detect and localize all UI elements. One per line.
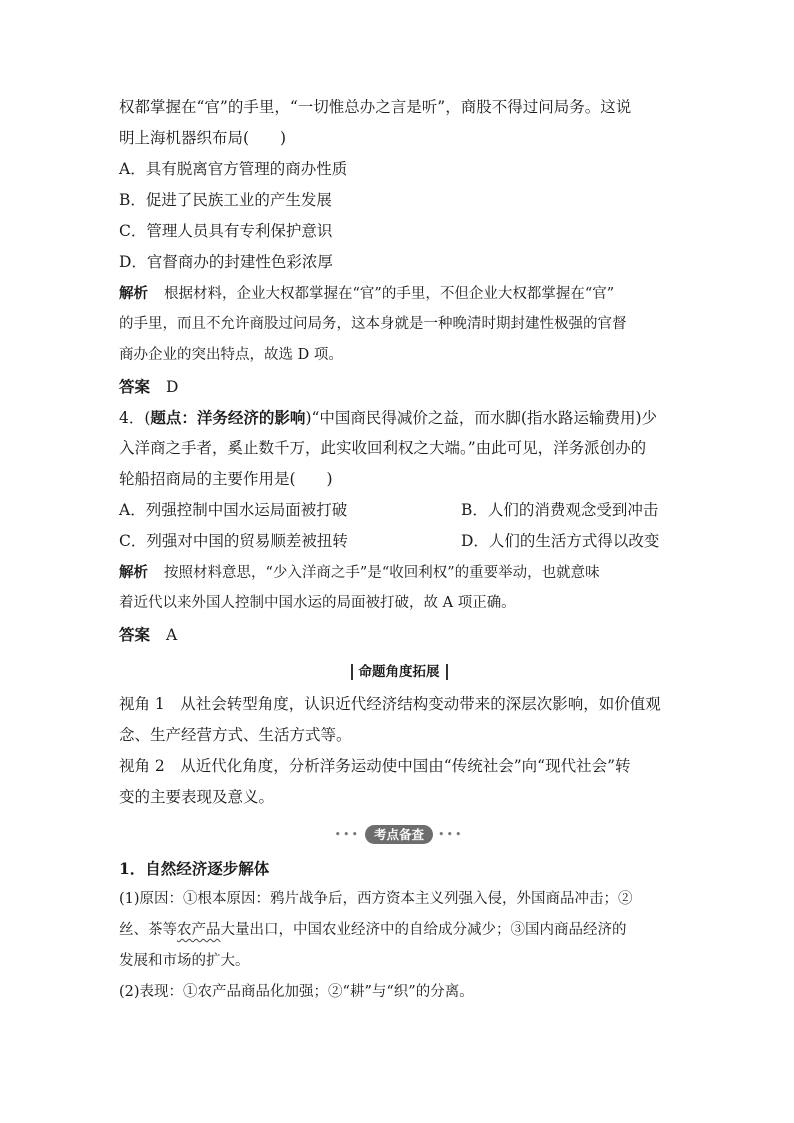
angle-1-line-2: 念、生产经营方式、生活方式等。 <box>119 726 352 744</box>
q3-stem-line-2: 明上海机器织布局( ) <box>119 129 287 147</box>
angle-1-line-1: 视角 1 从社会转型角度，认识近代经济结构变动带来的深层次影响，如价值观 <box>119 695 661 713</box>
review-cause-wavy: 农产品 <box>177 922 221 938</box>
q4-stem-rest: )“中国商民得减价之益，而水脚(指水路运输费用)少 <box>305 409 658 427</box>
review-cause-post: 大量出口，中国农业经济中的自给成分减少；③国内商品经济的 <box>220 922 627 938</box>
q3-option-b: B．促进了民族工业的产生发展 <box>119 191 332 209</box>
q4-stem-line-3: 轮船招商局的主要作用是( ) <box>119 470 333 488</box>
q4-options-row-2 <box>119 526 679 557</box>
review-heading: 1．自然经济逐步解体 <box>119 859 270 878</box>
q4-answer-value: A <box>166 626 178 644</box>
q3-option-a: A．具有脱离官方管理的商办性质 <box>119 160 348 178</box>
q4-topic: 题点：洋务经济的影响 <box>150 408 306 427</box>
q3-analysis-line-2: 的手里，而且不允许商股过问局务，这本身就是一种晚清时期封建性极强的官督 <box>119 316 627 332</box>
q4-option-d: D．人们的生活方式得以改变 <box>461 532 660 550</box>
q4-options-row-1 <box>119 495 679 526</box>
q4-number: 4．( <box>119 409 151 427</box>
q3-analysis-line-3: 商办企业的突出特点，故选 D 项。 <box>119 347 343 363</box>
q3-analysis-label: 解析 <box>119 285 148 302</box>
review-cause-line-1: (1)原因：①根本原因：鸦片战争后，西方资本主义列强入侵，外国商品冲击；② <box>119 891 633 907</box>
document-page <box>119 92 679 1008</box>
q4-option-c: C．列强对中国的贸易顺差被扭转 <box>119 532 348 550</box>
q4-analysis-text-1: 按照材料意思，“少入洋商之手”是“收回利权”的重要举动，也就意味 <box>164 565 600 581</box>
q3-answer-label: 答案 <box>119 377 151 396</box>
q4-stem-line-1 <box>119 402 679 433</box>
extension-section-title <box>119 656 679 687</box>
angle-2-line-1: 视角 2 从近代化角度，分析洋务运动使中国由“传统社会”向“现代社会”转 <box>119 757 631 775</box>
review-cause-line-2 <box>119 915 679 946</box>
q4-analysis-label: 解析 <box>119 564 148 581</box>
q3-answer-value: D <box>166 378 179 396</box>
q3-option-d: D．官督商办的封建性色彩浓厚 <box>119 253 333 271</box>
q3-option-c: C．管理人员具有专利保护意识 <box>119 222 333 240</box>
extension-title: 命题角度拓展 <box>351 664 448 680</box>
review-badge: 考点备查 <box>365 825 433 844</box>
q3-stem-line-1: 权都掌握在“官”的手里，“一切惟总办之言是听”，商股不得过问局务。这说 <box>119 98 632 116</box>
q4-analysis-line-2: 着近代以来外国人控制中国水运的局面被打破，故 A 项正确。 <box>119 595 516 611</box>
angle-2-line-2: 变的主要表现及意义。 <box>119 788 275 806</box>
q4-answer <box>119 619 679 650</box>
q4-answer-label: 答案 <box>119 625 151 644</box>
q3-analysis-line-1 <box>119 278 679 309</box>
badge-dots-left: ••• <box>334 827 360 841</box>
q3-analysis-text-1: 根据材料，企业大权都掌握在“官”的手里，不但企业大权都掌握在“官” <box>164 286 615 302</box>
review-badge-row <box>119 819 679 849</box>
review-cause-pre: 丝、茶等 <box>119 922 177 938</box>
review-cause-line-3: 发展和市场的扩大。 <box>119 953 250 969</box>
badge-dots-right: ••• <box>438 827 464 841</box>
q4-option-b: B．人们的消费观念受到冲击 <box>461 501 659 519</box>
q4-analysis-line-1 <box>119 557 679 588</box>
q3-answer <box>119 371 679 402</box>
q4-stem-line-2: 入洋商之手者，奚止数千万，此实收回利权之大端。”由此可见，洋务派创办的 <box>119 439 647 457</box>
review-effect-line: (2)表现：①农产品商品化加强；②“耕”与“织”的分离。 <box>119 984 474 1000</box>
q4-option-a: A．列强控制中国水运局面被打破 <box>119 501 348 519</box>
